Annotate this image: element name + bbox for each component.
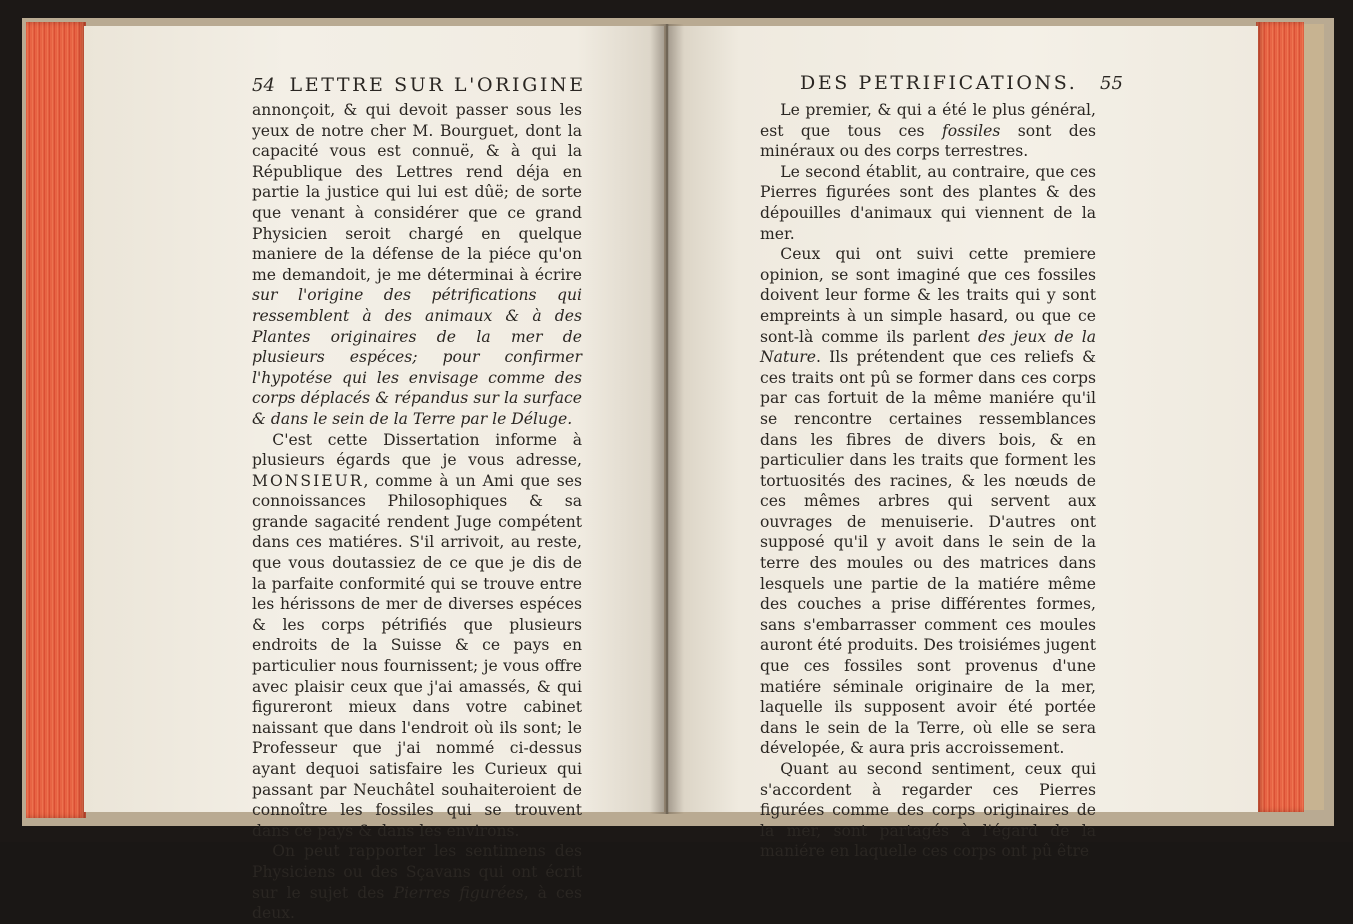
italic-text: sur l'origine des pétrifications qui ressemblent à des animaux & à des Plantes originaires de la mer de plusieurs espéces; pour confirmer l'hypotése qui les envisage comme des corps déplacés & répandus sur la surface & dans le sein de la Terre par le Déluge. bbox=[252, 286, 582, 428]
right-red-page-edges bbox=[1256, 22, 1304, 812]
paragraph-text: , à ces deux. bbox=[252, 883, 582, 923]
paragraph-text: MONSIEUR bbox=[252, 471, 364, 490]
left-running-head bbox=[252, 74, 586, 96]
paragraph-text: Quant au second sentiment, ceux qui s'accordent à regarder ces Pierres figurées comme des corps originaires de la mer, sont partagés à l'égard de la maniére en laquelle ces corps ont pû être bbox=[760, 760, 1096, 861]
italic-text: fossiles bbox=[941, 121, 1001, 140]
right-page bbox=[668, 26, 1258, 861]
paragraph bbox=[252, 841, 582, 923]
paragraph-text: . Ils prétendent que ces reliefs & ces traits ont pû se former dans ces corps par cas fortuit de la même maniére qu'il se rencontre certaines ressemblances dans les fibres de divers bois, & en particulier dans les traits que forment les tortuosités des racines, & les nœuds de ces mêmes arbres qui servent aux ouvrages de menuiserie. D'autres ont supposé qu'il y avoit dans le sein de la terre des moules ou des matrices dans lesquels une partie de la matiére même des couches a prise différentes formes, sans s'embarrasser comment ces moules auront été produits. Des troisiémes jugent que ces fossiles sont provenus d'une matiére séminale originaire de la mer, laquelle ils supposent avoir été portée dans le sein de la Terre, où elle se sera dévelopée, & aura pris accroissement. bbox=[760, 348, 1096, 758]
paragraph bbox=[760, 162, 1096, 244]
left-page-number: 54 bbox=[252, 75, 275, 96]
paragraph-text: Le premier, & qui a été le plus général, est que tous ces bbox=[760, 101, 1096, 140]
paragraph-text: C'est cette Dissertation informe à plusieurs égards que je vous adresse, bbox=[252, 430, 582, 470]
paragraph-text: sont des minéraux ou des corps terrestres. bbox=[760, 121, 1097, 161]
paragraph-text: annonçoit, & qui devoit passer sous les yeux de notre cher M. Bourguet, dont la capacité vous est connuë, & à qui la République des Lettres rend déja en partie la justice qui lui est dûë; de sorte que venant à considérer que ce grand Physicien seroit chargé en quelque maniere de la défense de la piéce qu'on me demandoit, je me déterminai à écrire bbox=[252, 101, 582, 284]
book-gutter bbox=[650, 24, 684, 814]
paragraph bbox=[252, 430, 582, 842]
left-header-title: LETTRE SUR L'ORIGINE bbox=[289, 74, 586, 96]
right-header-title: DES PETRIFICATIONS. bbox=[800, 72, 1078, 94]
right-page-body bbox=[760, 100, 1096, 862]
paragraph-text: On peut rapporter les sentimens des Physiciens ou des Sçavans qui ont écrit sur le sujet des bbox=[252, 842, 582, 902]
left-page-body bbox=[252, 100, 582, 924]
paragraph-text: Le second établit, au contraire, que ces Pierres figurées sont des plantes & des dépouilles d'animaux qui viennent de la mer. bbox=[760, 162, 1096, 243]
italic-text: Pierres figurées bbox=[393, 883, 524, 902]
left-red-page-edges bbox=[26, 22, 86, 818]
right-page-number: 55 bbox=[1100, 73, 1123, 94]
right-running-head bbox=[800, 72, 1123, 94]
paragraph bbox=[760, 759, 1096, 862]
paragraph bbox=[760, 244, 1096, 759]
italic-text: des jeux de la Nature bbox=[760, 327, 1096, 367]
left-page bbox=[84, 26, 664, 923]
paragraph bbox=[252, 100, 582, 430]
paragraph-text: , comme à un Ami que ses connoissances Philosophiques & sa grande sagacité rendent Juge compétent dans ces matiéres. S'il arrivoit, au reste, que vous doutassiez de ce que je dis de la parfaite conformité qui se trouve entre les hérissons de mer de diverses espéces & les corps pétrifiés que plusieurs endroits de la Suisse & ce pays en particulier nous fournissent; je vous offre avec plaisir ceux que j'ai amassés, & qui figureront mieux dans votre cabinet naissant que dans l'endroit où ils sont; le Professeur que j'ai nommé ci-dessus ayant dequoi satisfaire les Curieux qui passant par Neuchâtel souhaiteroient de connoître les fossiles qui se trouvent dans ce pays & dans les environs. bbox=[252, 471, 582, 840]
paragraph bbox=[760, 100, 1096, 162]
paragraph-text: Ceux qui ont suivi cette premiere opinion, se sont imaginé que ces fossiles doivent leur forme & les traits qui y sont empreints à un simple hasard, ou que ce sont-là comme ils parlent bbox=[760, 245, 1096, 346]
